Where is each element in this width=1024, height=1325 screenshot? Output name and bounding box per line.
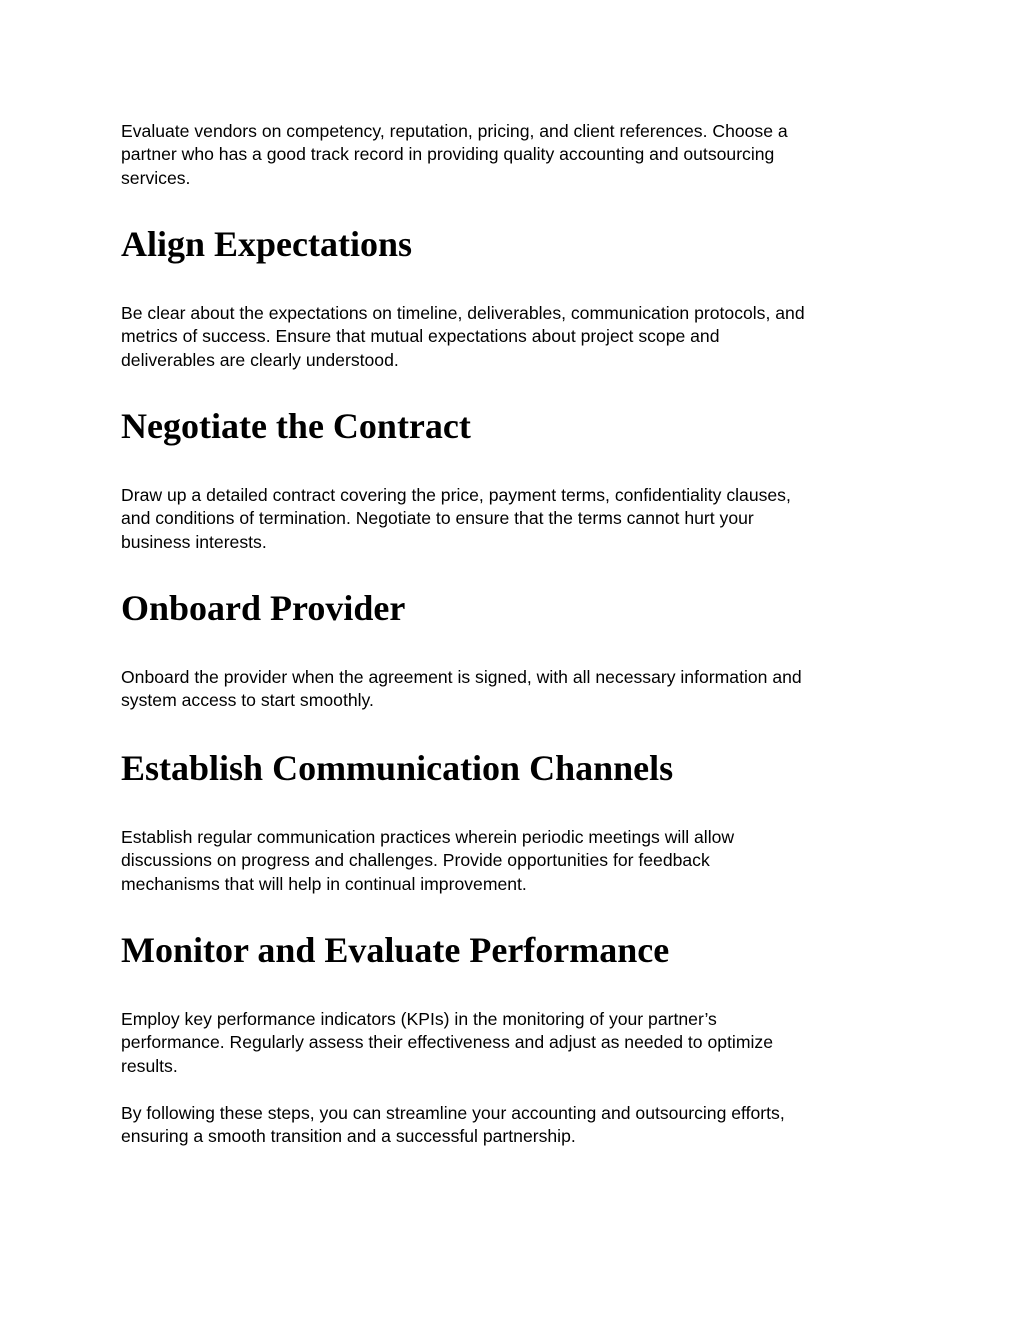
section-body-communication-channels: Establish regular communication practices wherein periodic meetings will allow discussions on progress and challenges. Provide opportunities for feedback mechanisms that will help in continual improvement.	[121, 827, 735, 894]
conclusion-paragraph: By following these steps, you can streamline your accounting and outsourcing efforts, ensuring a smooth transition and a successful partnership.	[121, 1103, 785, 1147]
section-heading-align-expectations: Align Expectations	[121, 224, 413, 264]
section-heading-negotiate-contract: Negotiate the Contract	[121, 406, 471, 446]
section-heading-monitor-performance: Monitor and Evaluate Performance	[121, 930, 670, 970]
intro-paragraph: Evaluate vendors on competency, reputation, pricing, and client references. Choose a partner who has a good track record in providing quality accounting and outsourcing services.	[121, 121, 788, 188]
section-body-negotiate-contract: Draw up a detailed contract covering the price, payment terms, confidentiality clauses, and conditions of termination. Negotiate to ensure that the terms cannot hurt your business interests.	[121, 485, 791, 552]
section-body-onboard-provider: Onboard the provider when the agreement is signed, with all necessary information and system access to start smoothly.	[121, 667, 802, 711]
section-heading-communication-channels: Establish Communication Channels	[121, 748, 674, 788]
section-body-align-expectations: Be clear about the expectations on timeline, deliverables, communication protocols, and metrics of success. Ensure that mutual expectations about project scope and deliverables are clearly understood.	[121, 303, 805, 370]
section-body-monitor-performance: Employ key performance indicators (KPIs) in the monitoring of your partner’s performance. Regularly assess their effectiveness and adjust as needed to optimize results.	[121, 1009, 773, 1076]
section-heading-onboard-provider: Onboard Provider	[121, 588, 406, 628]
